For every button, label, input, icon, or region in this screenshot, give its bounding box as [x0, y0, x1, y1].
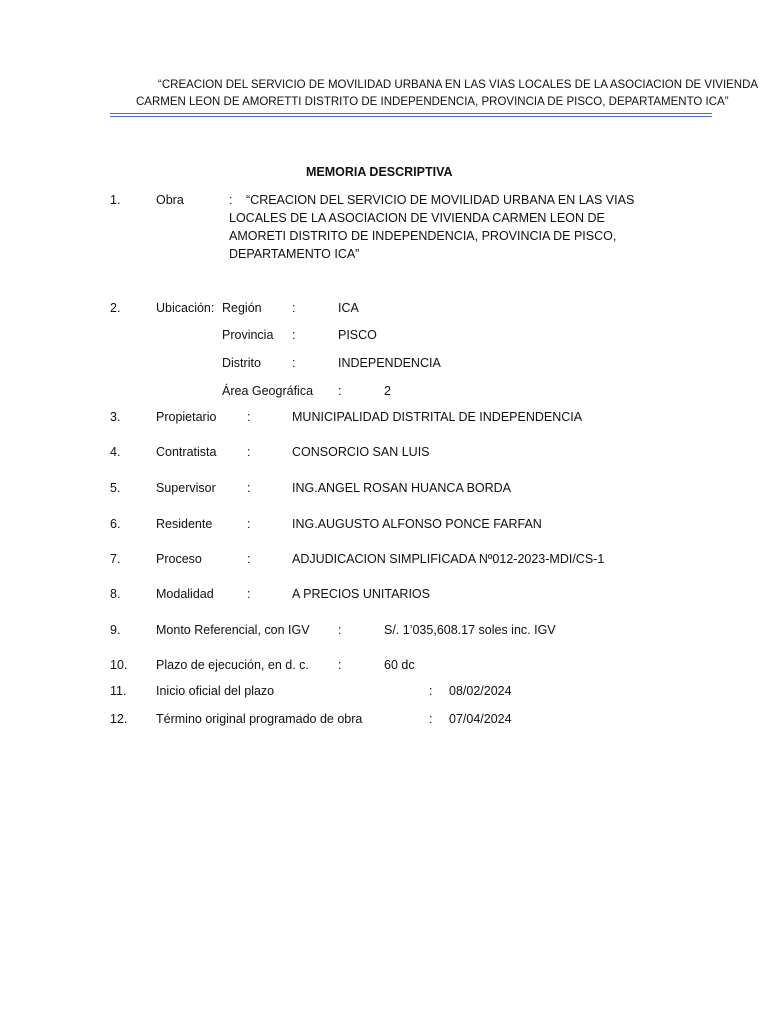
item-10-label: Plazo de ejecución, en d. c.	[156, 658, 309, 672]
item-1-number: 1.	[110, 193, 121, 207]
item-6-value: ING.AUGUSTO ALFONSO PONCE FARFAN	[292, 517, 542, 531]
area-value: 2	[384, 384, 391, 398]
item-6-colon: :	[247, 517, 251, 531]
item-1-label: Obra	[156, 193, 184, 207]
item-9-label: Monto Referencial, con IGV	[156, 623, 310, 637]
header-line-2: CARMEN LEON DE AMORETTI DISTRITO DE INDEPENDENCIA, PROVINCIA DE PISCO, DEPARTAMENTO ICA”	[136, 96, 729, 108]
header-rule-top	[110, 113, 712, 114]
item-7-value: ADJUDICACION SIMPLIFICADA Nº012-2023-MDI/CS-1	[292, 552, 605, 566]
item-7-label: Proceso	[156, 552, 202, 566]
area-label: Área Geográfica	[222, 384, 314, 398]
region-value: ICA	[338, 301, 359, 315]
distrito-colon: :	[292, 356, 296, 370]
item-12-colon: :	[429, 712, 433, 726]
item-1-colon: :	[229, 193, 233, 207]
item-9-value: S/. 1’035,608.17 soles inc. IGV	[384, 623, 556, 637]
item-11-value: 08/02/2024	[449, 684, 512, 698]
item-7-number: 7.	[110, 552, 121, 566]
item-11-number: 11.	[110, 684, 127, 698]
item-2-label: Ubicación:	[156, 301, 215, 315]
item-4-colon: :	[247, 445, 251, 459]
item-8-value: A PRECIOS UNITARIOS	[292, 587, 430, 601]
item-3-colon: :	[247, 410, 251, 424]
item-7-colon: :	[247, 552, 251, 566]
item-1-value: “CREACION DEL SERVICIO DE MOVILIDAD URBANA EN LAS VIAS LOCALES DE LA ASOCIACION DE VIVIENDA CARMEN LEON DE AMORETI DISTRITO DE INDEPENDENCIA, PROVINCIA DE PISCO, DEPARTAMENTO ICA”	[229, 193, 635, 261]
provincia-colon: :	[292, 328, 296, 342]
item-11-colon: :	[429, 684, 433, 698]
header-rule-bottom	[110, 116, 712, 117]
item-8-label: Modalidad	[156, 587, 214, 601]
item-10-value: 60 dc	[384, 658, 415, 672]
distrito-label: Distrito	[222, 356, 261, 370]
item-4-number: 4.	[110, 445, 121, 459]
item-12-number: 12.	[110, 712, 128, 726]
item-2-number: 2.	[110, 301, 121, 315]
item-3-label: Propietario	[156, 410, 217, 424]
header-line-1: “CREACION DEL SERVICIO DE MOVILIDAD URBANA EN LAS VIAS LOCALES DE LA ASOCIACION DE VIVIENDA	[158, 79, 759, 91]
item-11-label: Inicio oficial del plazo	[156, 684, 275, 698]
item-5-label: Supervisor	[156, 481, 216, 495]
item-6-label: Residente	[156, 517, 213, 531]
provincia-label: Provincia	[222, 328, 274, 342]
region-label: Región	[222, 301, 262, 315]
item-8-number: 8.	[110, 587, 121, 601]
area-colon: :	[338, 384, 342, 398]
item-4-value: CONSORCIO SAN LUIS	[292, 445, 430, 459]
item-5-value: ING.ANGEL ROSAN HUANCA BORDA	[292, 481, 512, 495]
item-3-value: MUNICIPALIDAD DISTRITAL DE INDEPENDENCIA	[292, 410, 583, 424]
item-12-label: Término original programado de obra	[156, 712, 363, 726]
provincia-value: PISCO	[338, 328, 377, 342]
item-12-value: 07/04/2024	[449, 712, 512, 726]
item-10-number: 10.	[110, 658, 128, 672]
item-9-number: 9.	[110, 623, 121, 637]
item-5-number: 5.	[110, 481, 121, 495]
item-10-colon: :	[338, 658, 342, 672]
document-title: MEMORIA DESCRIPTIVA	[306, 165, 453, 179]
item-8-colon: :	[247, 587, 251, 601]
item-5-colon: :	[247, 481, 251, 495]
item-9-colon: :	[338, 623, 342, 637]
item-3-number: 3.	[110, 410, 121, 424]
region-colon: :	[292, 301, 296, 315]
item-4-label: Contratista	[156, 445, 217, 459]
distrito-value: INDEPENDENCIA	[338, 356, 441, 370]
item-6-number: 6.	[110, 517, 121, 531]
